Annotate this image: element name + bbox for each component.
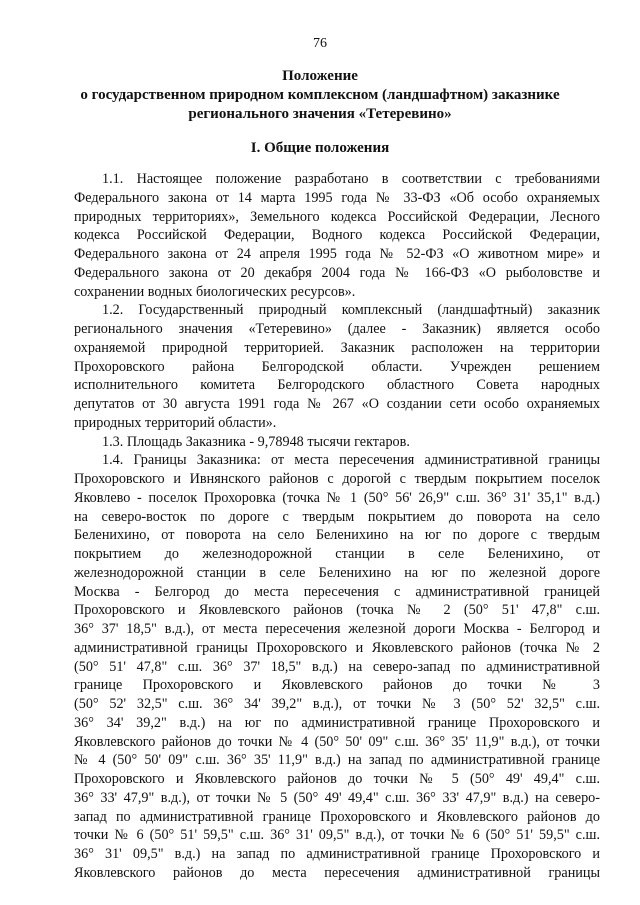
text-line: природных территориях», Земельного кодекса Российской Федерации, Лесного (74, 208, 600, 225)
text-line: точки № 6 (50° 51' 59,5" с.ш. 36° 31' 09,5" в.д.), от точки № 6 (50° 51' 59,5" с.ш. (74, 827, 600, 844)
text-line: 36° 33' 47,9" в.д.), от точки № 5 (50° 49' 49,4" с.ш. 36° 33' 47,9" в.д.) на северо- (74, 789, 600, 806)
text-line: 1.3. Площадь Заказника - 9,78948 тысячи гектаров. (102, 433, 410, 450)
text-line: регионального значения «Тетеревино» (далее - Заказник) является особо (74, 321, 600, 337)
text-line: кодекса Российской Федерации, Водного кодекса Российской Федерации, (74, 227, 600, 244)
text-line: покрытием до железнодорожной станции в селе Беленихино, от (74, 546, 600, 562)
section-heading: I. Общие положения (250, 140, 390, 156)
title-line-1: Положение (282, 68, 358, 84)
text-line: границе Прохоровского и Яковлевского районов до точки № 3 (74, 677, 600, 694)
text-line: Яковлевского районов до точки № 4 (50° 50' 09" с.ш. 36° 35' 11,9" в.д.), от точки (74, 733, 600, 750)
title-line-3: регионального значения «Тетеревино» (188, 106, 452, 122)
text-line: Прохоровского и Ивнянского районов с дорогой с твердым покрытием поселок (74, 471, 600, 487)
text-line: Беленихино, от поворота на село Беленихино на юг по дороге с твердым (74, 527, 600, 544)
document-title (40, 67, 600, 124)
body-text (74, 170, 600, 883)
text-line: природных территорий области». (74, 414, 277, 431)
text-line: Яковлево - поселок Прохоровка (точка № 1 (50° 56' 26,9" с.ш. 36° 31' 35,1" в.д.) (74, 489, 600, 506)
text-line: Москва - Белгород до места пересечения с административной границей (74, 583, 600, 600)
text-line: Прохоровского и Яковлевского районов до точки № 5 (50° 49' 49,4" с.ш. (74, 771, 600, 787)
text-line: 1.2. Государственный природный комплексный (ландшафтный) заказник (102, 302, 600, 319)
text-line: Прохоровского и Яковлевского районов (точка № 2 (50° 51' 47,8" с.ш. (74, 602, 600, 619)
text-line: № 4 (50° 50' 09" с.ш. 36° 35' 11,9" в.д.) на запад по административной границе (74, 752, 600, 769)
text-line: Яковлевского районов до места пересечения административной границы (74, 864, 600, 881)
text-line: 36° 37' 18,5" в.д.), от места пересечения железной дороги Москва - Белгород и (74, 621, 600, 637)
text-line: Федерального закона от 14 марта 1995 года № 33-ФЗ «Об особо охраняемых (74, 189, 600, 206)
text-line: Федерального закона от 20 декабря 2004 года № 166-ФЗ «О рыболовстве и (74, 264, 600, 281)
text-line: 36° 31' 09,5" в.д.) на запад по административной границе Прохоровского и (74, 846, 600, 862)
text-line: Прохоровского района Белгородской области. Учрежден решением (74, 358, 600, 375)
text-line: железнодорожной станции в селе Беленихино на юг по железной дороге (74, 564, 600, 581)
text-line: 1.1. Настоящее положение разработано в соответствии с требованиями (102, 171, 600, 187)
text-line: сохранении водных биологических ресурсов». (74, 283, 356, 300)
text-line: исполнительного комитета Белгородского областного Совета народных (74, 377, 600, 394)
text-line: (50° 51' 47,8" с.ш. 36° 37' 18,5" в.д.) на северо-запад по административной (74, 658, 600, 675)
text-line: 1.4. Границы Заказника: от места пересечения административной границы (102, 452, 600, 469)
text-line: 36° 34' 39,2" в.д.) на юг по административной границе Прохоровского и (74, 714, 600, 731)
text-line: Федерального закона от 24 апреля 1995 года № 52-ФЗ «О животном мире» и (74, 246, 600, 262)
page-number: 76 (313, 36, 327, 51)
text-line: (50° 52' 32,5" с.ш. 36° 34' 39,2" в.д.), от точки № 3 (50° 52' 32,5" с.ш. (74, 696, 600, 712)
text-line: административной границы Прохоровского и Яковлевского районов (точка № 2 (74, 639, 600, 656)
title-line-2: о государственном природном комплексном (ландшафтном) заказнике (80, 87, 560, 103)
text-line: охраняемой природной территорией. Заказник расположен на территории (74, 339, 600, 356)
text-line: депутатов от 30 августа 1991 года № 267 «О создании сети особо охраняемых (74, 396, 600, 412)
text-line: запад по административной границе Прохоровского и Яковлевского районов до (74, 808, 600, 825)
text-line: на северо-восток по дороге с твердым покрытием до поворота на село (74, 508, 600, 525)
